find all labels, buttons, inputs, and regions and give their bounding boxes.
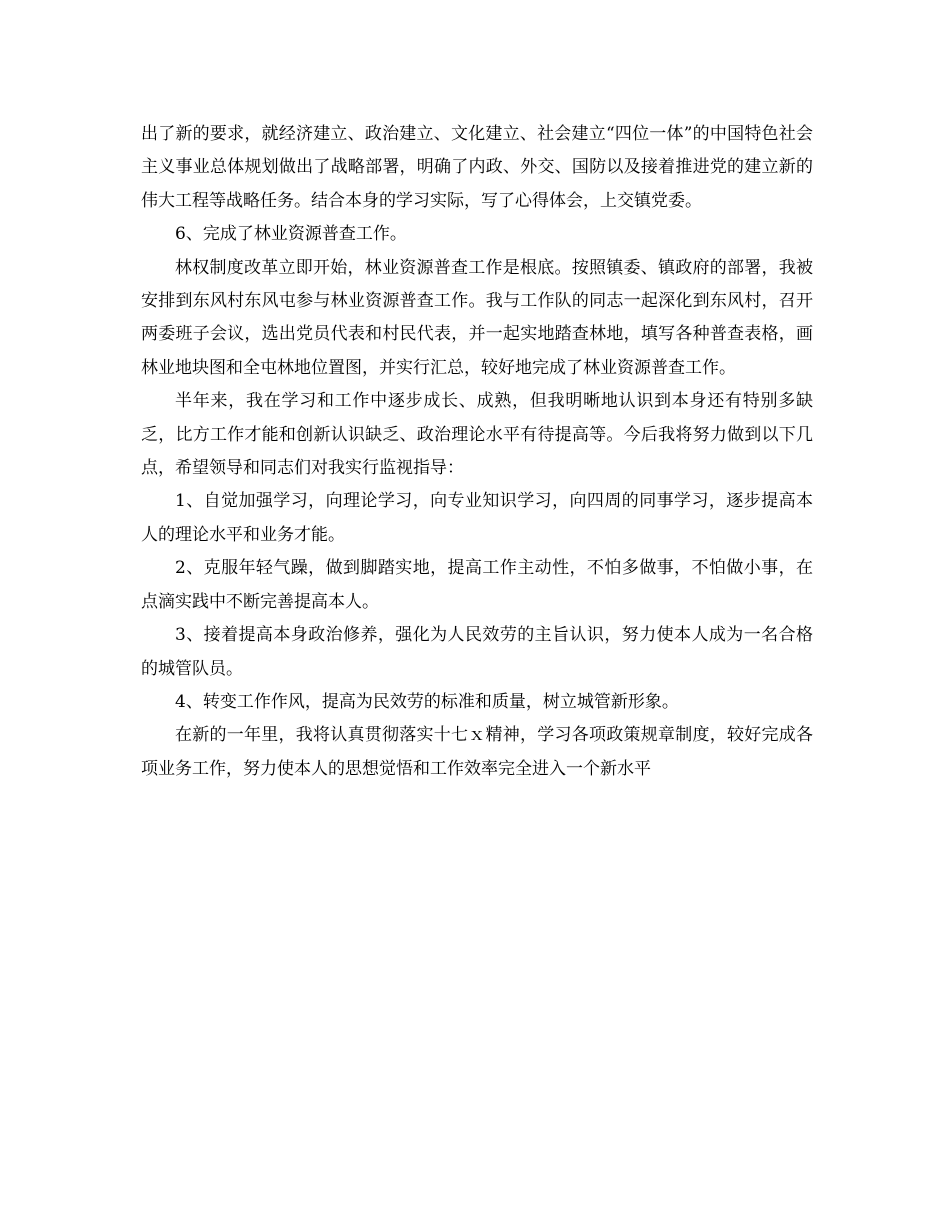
paragraph-8: 4、转变工作作风，提高为民效劳的标准和质量，树立城管新形象。 (175, 691, 679, 712)
paragraph-4: 半年来，我在学习和工作中逐步成长、成熟，但我明晰地认识到本身还有特别多缺乏，比方工作才能和创新认识缺乏、政治理论水平有待提高等。今后我将努力做到以下几点，希望领导和同志们对我实行监视指导： (141, 391, 813, 479)
paragraph-9: 在新的一年里，我将认真贯彻落实十七ｘ精神，学习各项政策规章制度，较好完成各项业务工作，努力使本人的思想觉悟和工作效率完全进入一个新水平 (141, 725, 813, 779)
paragraph-5: 1、自觉加强学习，向理论学习，向专业知识学习，向四周的同事学习，逐步提高本人的理论水平和业务才能。 (141, 491, 813, 545)
paragraph-6: 2、克服年轻气躁，做到脚踏实地，提高工作主动性，不怕多做事，不怕做小事，在点滴实践中不断完善提高本人。 (141, 558, 813, 612)
paragraph-3: 林权制度改革立即开始，林业资源普查工作是根底。按照镇委、镇政府的部署，我被安排到东风村东风屯参与林业资源普查工作。我与工作队的同志一起深化到东风村，召开两委班子会议，选出党员代表和村民代表，并一起实地踏查林地，填写各种普查表格，画林业地块图和全屯林地位置图，并实行汇总，较好地完成了林业资源普查工作。 (141, 257, 813, 378)
paragraph-2: 6、完成了林业资源普查工作。 (175, 224, 407, 245)
document-body (141, 118, 813, 786)
paragraph-1: 出了新的要求，就经济建立、政治建立、文化建立、社会建立“四位一体”的中国特色社会主义事业总体规划做出了战略部署，明确了内政、外交、国防以及接着推进党的建立新的伟大工程等战略任务。结合本身的学习实际，写了心得体会，上交镇党委。 (141, 124, 813, 211)
paragraph-7: 3、接着提高本身政治修养，强化为人民效劳的主旨认识，努力使本人成为一名合格的城管队员。 (141, 625, 813, 679)
